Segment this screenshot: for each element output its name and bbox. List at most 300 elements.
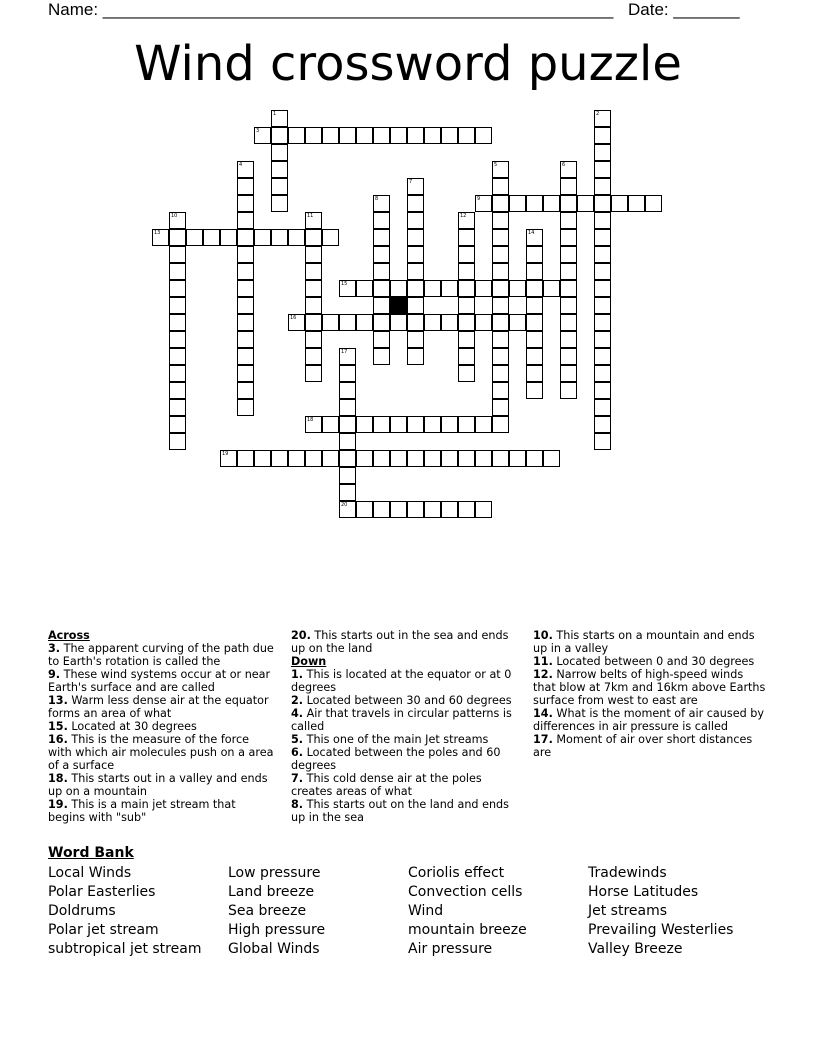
grid-cell[interactable]: [594, 178, 611, 195]
grid-cell[interactable]: [390, 501, 407, 518]
grid-cell[interactable]: [407, 263, 424, 280]
grid-cell[interactable]: [356, 127, 373, 144]
grid-cell[interactable]: [271, 178, 288, 195]
grid-cell[interactable]: [492, 365, 509, 382]
word-bank-item: Doldrums: [48, 903, 116, 919]
grid-cell[interactable]: [594, 246, 611, 263]
grid-cell[interactable]: [492, 178, 509, 195]
grid-cell[interactable]: [339, 433, 356, 450]
grid-cell[interactable]: [475, 416, 492, 433]
grid-cell[interactable]: [526, 280, 543, 297]
grid-cell[interactable]: [424, 501, 441, 518]
grid-cell[interactable]: [271, 450, 288, 467]
word-bank-item: Prevailing Westerlies: [588, 922, 734, 938]
grid-cell[interactable]: [560, 297, 577, 314]
grid-cell[interactable]: [594, 161, 611, 178]
grid-cell[interactable]: [441, 314, 458, 331]
grid-cell[interactable]: [594, 110, 611, 127]
grid-cell[interactable]: [645, 195, 662, 212]
grid-cell[interactable]: [509, 280, 526, 297]
grid-cell[interactable]: [458, 331, 475, 348]
grid-cell[interactable]: [322, 450, 339, 467]
grid-cell[interactable]: [526, 382, 543, 399]
grid-cell[interactable]: [339, 416, 356, 433]
grid-cell[interactable]: [237, 229, 254, 246]
clue-number: 8: [375, 196, 379, 202]
grid-cell[interactable]: [305, 331, 322, 348]
across-heading: Across: [48, 629, 90, 642]
grid-cell[interactable]: [169, 365, 186, 382]
grid-cell[interactable]: [169, 297, 186, 314]
grid-cell[interactable]: [628, 195, 645, 212]
clue-number: 3: [256, 128, 260, 134]
clue-across-3: 3. The apparent curving of the path due to Earth's rotation is called the: [48, 642, 274, 668]
grid-cell[interactable]: [441, 280, 458, 297]
grid-cell[interactable]: [526, 195, 543, 212]
grid-cell[interactable]: [492, 416, 509, 433]
clue-number: 1: [273, 111, 277, 117]
clue-down-12: 12. Narrow belts of high-speed winds that blow at 7km and 16km above Earths surface from west to east are: [533, 668, 766, 707]
grid-cell[interactable]: [288, 450, 305, 467]
grid-cell[interactable]: [407, 246, 424, 263]
grid-cell[interactable]: [407, 314, 424, 331]
grid-cell[interactable]: [373, 212, 390, 229]
grid-cell[interactable]: [271, 229, 288, 246]
grid-cell[interactable]: [492, 161, 509, 178]
grid-cell[interactable]: [237, 399, 254, 416]
clue-number: 12: [460, 213, 467, 219]
grid-cell[interactable]: [288, 127, 305, 144]
grid-cell[interactable]: [271, 127, 288, 144]
grid-cell[interactable]: [305, 365, 322, 382]
grid-cell[interactable]: [560, 263, 577, 280]
grid-cell[interactable]: [492, 382, 509, 399]
word-bank-item: Local Winds: [48, 865, 132, 881]
grid-cell[interactable]: [220, 229, 237, 246]
grid-cell[interactable]: [356, 416, 373, 433]
grid-cell[interactable]: [407, 501, 424, 518]
grid-cell[interactable]: [577, 195, 594, 212]
grid-cell[interactable]: [322, 127, 339, 144]
clues-column-1: [48, 629, 276, 824]
grid-cell[interactable]: [407, 416, 424, 433]
grid-cell[interactable]: [594, 263, 611, 280]
grid-cell[interactable]: [424, 416, 441, 433]
grid-cell[interactable]: [339, 314, 356, 331]
grid-cell[interactable]: [543, 195, 560, 212]
grid-cell[interactable]: [458, 501, 475, 518]
grid-cell[interactable]: [373, 127, 390, 144]
grid-cell[interactable]: [441, 450, 458, 467]
word-bank-item: Wind: [408, 903, 444, 919]
word-bank-item: subtropical jet stream: [48, 941, 202, 957]
clue-number: 9: [477, 196, 481, 202]
grid-cell[interactable]: [492, 246, 509, 263]
grid-cell[interactable]: [237, 161, 254, 178]
grid-cell[interactable]: [169, 331, 186, 348]
grid-cell[interactable]: [509, 314, 526, 331]
grid-cell[interactable]: [169, 246, 186, 263]
grid-cell[interactable]: [475, 501, 492, 518]
grid-cell[interactable]: [543, 280, 560, 297]
grid-cell[interactable]: [288, 229, 305, 246]
clue-across-18: 18. This starts out in a valley and ends up on a mountain: [48, 772, 268, 798]
clue-down-6: 6. Located between the poles and 60 degrees: [291, 746, 501, 772]
grid-cell[interactable]: [237, 297, 254, 314]
grid-cell[interactable]: [322, 416, 339, 433]
grid-cell[interactable]: [169, 348, 186, 365]
grid-cell[interactable]: [526, 263, 543, 280]
grid-cell[interactable]: [543, 450, 560, 467]
grid-cell[interactable]: [373, 501, 390, 518]
grid-cell[interactable]: [288, 314, 305, 331]
clue-down-7: 7. This cold dense air at the poles creates areas of what: [291, 772, 482, 798]
grid-cell[interactable]: [441, 416, 458, 433]
grid-cell[interactable]: [441, 127, 458, 144]
clue-down-11: 11. Located between 0 and 30 degrees: [533, 655, 755, 668]
grid-cell[interactable]: [560, 280, 577, 297]
clue-number: 14: [528, 230, 535, 236]
grid-cell[interactable]: [594, 280, 611, 297]
clue-number: 5: [494, 162, 498, 168]
grid-cell[interactable]: [458, 314, 475, 331]
clue-down-10: 10. This starts on a mountain and ends up in a valley: [533, 629, 755, 655]
clue-across-15: 15. Located at 30 degrees: [48, 720, 197, 733]
grid-cell[interactable]: [492, 212, 509, 229]
grid-cell[interactable]: [356, 280, 373, 297]
grid-cell[interactable]: [339, 501, 356, 518]
word-bank-item: Tradewinds: [588, 865, 667, 881]
grid-cell[interactable]: [254, 127, 271, 144]
grid-cell[interactable]: [271, 144, 288, 161]
grid-cell[interactable]: [407, 297, 424, 314]
clue-number: 13: [154, 230, 161, 236]
clue-number: 16: [290, 315, 297, 321]
page-title: Wind crossword puzzle: [134, 36, 682, 92]
grid-cell[interactable]: [560, 161, 577, 178]
grid-cell[interactable]: [237, 331, 254, 348]
grid-cell[interactable]: [237, 280, 254, 297]
grid-cell[interactable]: [560, 195, 577, 212]
grid-cell[interactable]: [339, 382, 356, 399]
grid-cell[interactable]: [237, 450, 254, 467]
word-bank-item: Polar jet stream: [48, 922, 159, 938]
grid-cell[interactable]: [407, 127, 424, 144]
grid-cell[interactable]: [237, 314, 254, 331]
grid-cell[interactable]: [594, 229, 611, 246]
grid-cell[interactable]: [407, 195, 424, 212]
name-field-label[interactable]: Name: ______________________________________________________: [48, 0, 614, 19]
grid-cell[interactable]: [356, 314, 373, 331]
grid-cell[interactable]: [492, 450, 509, 467]
clue-across-9: 9. These wind systems occur at or near Earth's surface and are called: [48, 668, 271, 694]
grid-cell[interactable]: [373, 314, 390, 331]
grid-cell[interactable]: [169, 433, 186, 450]
grid-cell[interactable]: [169, 382, 186, 399]
grid-cell[interactable]: [373, 297, 390, 314]
grid-cell[interactable]: [458, 348, 475, 365]
grid-cell[interactable]: [305, 127, 322, 144]
grid-cell[interactable]: [356, 450, 373, 467]
grid-cell[interactable]: [407, 229, 424, 246]
grid-cell[interactable]: [458, 365, 475, 382]
word-bank-item: Air pressure: [408, 941, 493, 957]
clue-down-5: 5. This one of the main Jet streams: [291, 733, 489, 746]
grid-cell[interactable]: [339, 484, 356, 501]
grid-cell[interactable]: [458, 416, 475, 433]
grid-cell[interactable]: [186, 229, 203, 246]
grid-cell[interactable]: [373, 450, 390, 467]
grid-cell[interactable]: [169, 229, 186, 246]
grid-cell[interactable]: [594, 331, 611, 348]
grid-cell[interactable]: [390, 280, 407, 297]
date-field-label[interactable]: Date: _______: [628, 0, 740, 19]
grid-cell[interactable]: [458, 450, 475, 467]
clue-number: 20: [341, 502, 348, 508]
grid-cell[interactable]: [594, 212, 611, 229]
grid-cell[interactable]: [475, 450, 492, 467]
clue-down-4: 4. Air that travels in circular patterns is called: [291, 707, 512, 733]
grid-cell[interactable]: [254, 229, 271, 246]
word-bank-item: High pressure: [228, 922, 326, 938]
clue-across-19: 19. This is a main jet stream that begins with "sub": [48, 798, 236, 824]
grid-cell[interactable]: [594, 399, 611, 416]
grid-cell[interactable]: [237, 365, 254, 382]
word-bank-item: Convection cells: [408, 884, 523, 900]
word-bank: [48, 864, 768, 959]
grid-cell[interactable]: [237, 178, 254, 195]
grid-cell[interactable]: [152, 229, 169, 246]
grid-cell[interactable]: [560, 314, 577, 331]
grid-cell[interactable]: [424, 280, 441, 297]
clue-down-8: 8. This starts out on the land and ends up in the sea: [291, 798, 509, 824]
grid-cell[interactable]: [203, 229, 220, 246]
grid-cell[interactable]: [526, 331, 543, 348]
grid-cell[interactable]: [373, 331, 390, 348]
grid-cell[interactable]: [594, 365, 611, 382]
grid-cell[interactable]: [526, 229, 543, 246]
grid-cell[interactable]: [458, 127, 475, 144]
clue-down-17: 17. Moment of air over short distances are: [533, 733, 753, 759]
grid-cell[interactable]: [492, 263, 509, 280]
grid-cell[interactable]: [492, 399, 509, 416]
word-bank-item: Coriolis effect: [408, 865, 505, 881]
word-bank-item: Sea breeze: [228, 903, 307, 919]
grid-cell[interactable]: [339, 365, 356, 382]
grid-cell[interactable]: [305, 314, 322, 331]
grid-cell[interactable]: [594, 416, 611, 433]
grid-cell[interactable]: [322, 229, 339, 246]
down-heading: Down: [291, 655, 327, 668]
clue-number: 19: [222, 451, 229, 457]
grid-cell[interactable]: [373, 348, 390, 365]
clue-down-14: 14. What is the moment of air caused by differences in air pressure is called: [533, 707, 764, 733]
grid-cell[interactable]: [441, 501, 458, 518]
clue-number: 4: [239, 162, 243, 168]
grid-cell[interactable]: [271, 195, 288, 212]
clue-across-16: 16. This is the measure of the force with which air molecules push on a area of a surface: [48, 733, 274, 772]
grid-cell[interactable]: [339, 450, 356, 467]
grid-cell[interactable]: [305, 280, 322, 297]
clue-number: 15: [341, 281, 348, 287]
grid-cell[interactable]: [424, 314, 441, 331]
grid-cell[interactable]: [458, 280, 475, 297]
grid-cell[interactable]: [407, 212, 424, 229]
grid-cell[interactable]: [169, 399, 186, 416]
grid-cell[interactable]: [560, 382, 577, 399]
grid-cell[interactable]: [373, 195, 390, 212]
grid-cell[interactable]: [356, 501, 373, 518]
grid-cell[interactable]: [594, 433, 611, 450]
clue-number: 6: [562, 162, 566, 168]
grid-cell[interactable]: [492, 297, 509, 314]
clue-down-2: 2. Located between 30 and 60 degrees: [291, 694, 512, 707]
grid-cell[interactable]: [373, 416, 390, 433]
word-bank-item: Horse Latitudes: [588, 884, 699, 900]
grid-cell[interactable]: [560, 348, 577, 365]
grid-cell[interactable]: [526, 246, 543, 263]
grid-cell[interactable]: [169, 280, 186, 297]
clue-down-1: 1. This is located at the equator or at 0 degrees: [291, 668, 512, 694]
grid-cell[interactable]: [407, 280, 424, 297]
grid-cell[interactable]: [305, 229, 322, 246]
grid-cell[interactable]: [458, 212, 475, 229]
grid-cell[interactable]: [492, 314, 509, 331]
grid-cell[interactable]: [594, 348, 611, 365]
grid-cell[interactable]: [424, 127, 441, 144]
grid-cell[interactable]: [594, 127, 611, 144]
clue-number: 11: [307, 213, 314, 219]
clue-number: 18: [307, 417, 314, 423]
grid-cell[interactable]: [305, 297, 322, 314]
grid-cell[interactable]: [322, 314, 339, 331]
grid-cell[interactable]: [305, 212, 322, 229]
grid-cell[interactable]: [390, 127, 407, 144]
grid-cell[interactable]: [458, 297, 475, 314]
clue-across-20: 20. This starts out in the sea and ends up on the land: [291, 629, 509, 655]
grid-cell[interactable]: [305, 348, 322, 365]
grid-cell[interactable]: [526, 365, 543, 382]
word-bank-item: mountain breeze: [408, 922, 527, 938]
grid-cell[interactable]: [237, 195, 254, 212]
grid-cell[interactable]: [424, 450, 441, 467]
grid-cell[interactable]: [560, 246, 577, 263]
grid-cell[interactable]: [492, 195, 509, 212]
grid-cell[interactable]: [373, 246, 390, 263]
clues-column-3: [533, 629, 769, 759]
grid-cell[interactable]: [560, 331, 577, 348]
grid-cell[interactable]: [220, 450, 237, 467]
grid-cell[interactable]: [169, 314, 186, 331]
grid-block: [390, 297, 407, 314]
grid-cell[interactable]: [407, 178, 424, 195]
grid-cell[interactable]: [339, 127, 356, 144]
grid-cell[interactable]: [407, 450, 424, 467]
clues-column-2: [291, 629, 519, 824]
grid-cell[interactable]: [492, 229, 509, 246]
word-bank-item: Land breeze: [228, 884, 315, 900]
grid-cell[interactable]: [169, 416, 186, 433]
grid-cell[interactable]: [339, 467, 356, 484]
grid-cell[interactable]: [271, 161, 288, 178]
grid-cell[interactable]: [475, 195, 492, 212]
clue-number: 7: [409, 179, 413, 185]
grid-cell[interactable]: [560, 229, 577, 246]
grid-cell[interactable]: [237, 348, 254, 365]
word-bank-item: Valley Breeze: [588, 941, 683, 957]
grid-cell[interactable]: [560, 212, 577, 229]
grid-cell[interactable]: [475, 314, 492, 331]
grid-cell[interactable]: [594, 144, 611, 161]
word-bank-item: Low pressure: [228, 865, 321, 881]
grid-cell[interactable]: [169, 212, 186, 229]
grid-cell[interactable]: [339, 399, 356, 416]
word-bank-heading: Word Bank: [48, 845, 134, 861]
grid-cell[interactable]: [594, 382, 611, 399]
word-bank-item: Jet streams: [588, 903, 668, 919]
grid-cell[interactable]: [475, 127, 492, 144]
clue-number: 2: [596, 111, 600, 117]
grid-cell[interactable]: [458, 229, 475, 246]
clue-number: 10: [171, 213, 178, 219]
grid-cell[interactable]: [373, 263, 390, 280]
grid-cell[interactable]: [407, 348, 424, 365]
grid-cell[interactable]: [237, 263, 254, 280]
grid-cell[interactable]: [373, 229, 390, 246]
grid-cell[interactable]: [526, 450, 543, 467]
grid-cell[interactable]: [526, 314, 543, 331]
grid-cell[interactable]: [169, 263, 186, 280]
grid-cell[interactable]: [271, 110, 288, 127]
word-bank-item: Polar Easterlies: [48, 884, 156, 900]
grid-cell[interactable]: [390, 314, 407, 331]
grid-cell[interactable]: [560, 178, 577, 195]
grid-cell[interactable]: [390, 450, 407, 467]
grid-cell[interactable]: [237, 246, 254, 263]
clue-number: 17: [341, 349, 348, 355]
word-bank-item: Global Winds: [228, 941, 320, 957]
clue-across-13: 13. Warm less dense air at the equator forms an area of what: [48, 694, 269, 720]
grid-cell[interactable]: [254, 450, 271, 467]
grid-cell[interactable]: [237, 382, 254, 399]
grid-cell[interactable]: [611, 195, 628, 212]
grid-cell[interactable]: [305, 450, 322, 467]
grid-cell[interactable]: [492, 331, 509, 348]
grid-cell[interactable]: [407, 331, 424, 348]
grid-cell[interactable]: [390, 416, 407, 433]
grid-cell[interactable]: [458, 246, 475, 263]
grid-cell[interactable]: [305, 263, 322, 280]
grid-cell[interactable]: [492, 348, 509, 365]
grid-cell[interactable]: [526, 348, 543, 365]
grid-cell[interactable]: [594, 297, 611, 314]
grid-cell[interactable]: [526, 297, 543, 314]
grid-cell[interactable]: [339, 348, 356, 365]
grid-cell[interactable]: [509, 450, 526, 467]
grid-cell[interactable]: [492, 280, 509, 297]
grid-cell[interactable]: [305, 246, 322, 263]
grid-cell[interactable]: [373, 280, 390, 297]
grid-cell[interactable]: [475, 280, 492, 297]
grid-cell[interactable]: [339, 280, 356, 297]
grid-cell[interactable]: [458, 263, 475, 280]
grid-cell[interactable]: [594, 314, 611, 331]
grid-cell[interactable]: [509, 195, 526, 212]
grid-cell[interactable]: [594, 195, 611, 212]
grid-cell[interactable]: [305, 416, 322, 433]
grid-cell[interactable]: [560, 365, 577, 382]
grid-cell[interactable]: [237, 212, 254, 229]
